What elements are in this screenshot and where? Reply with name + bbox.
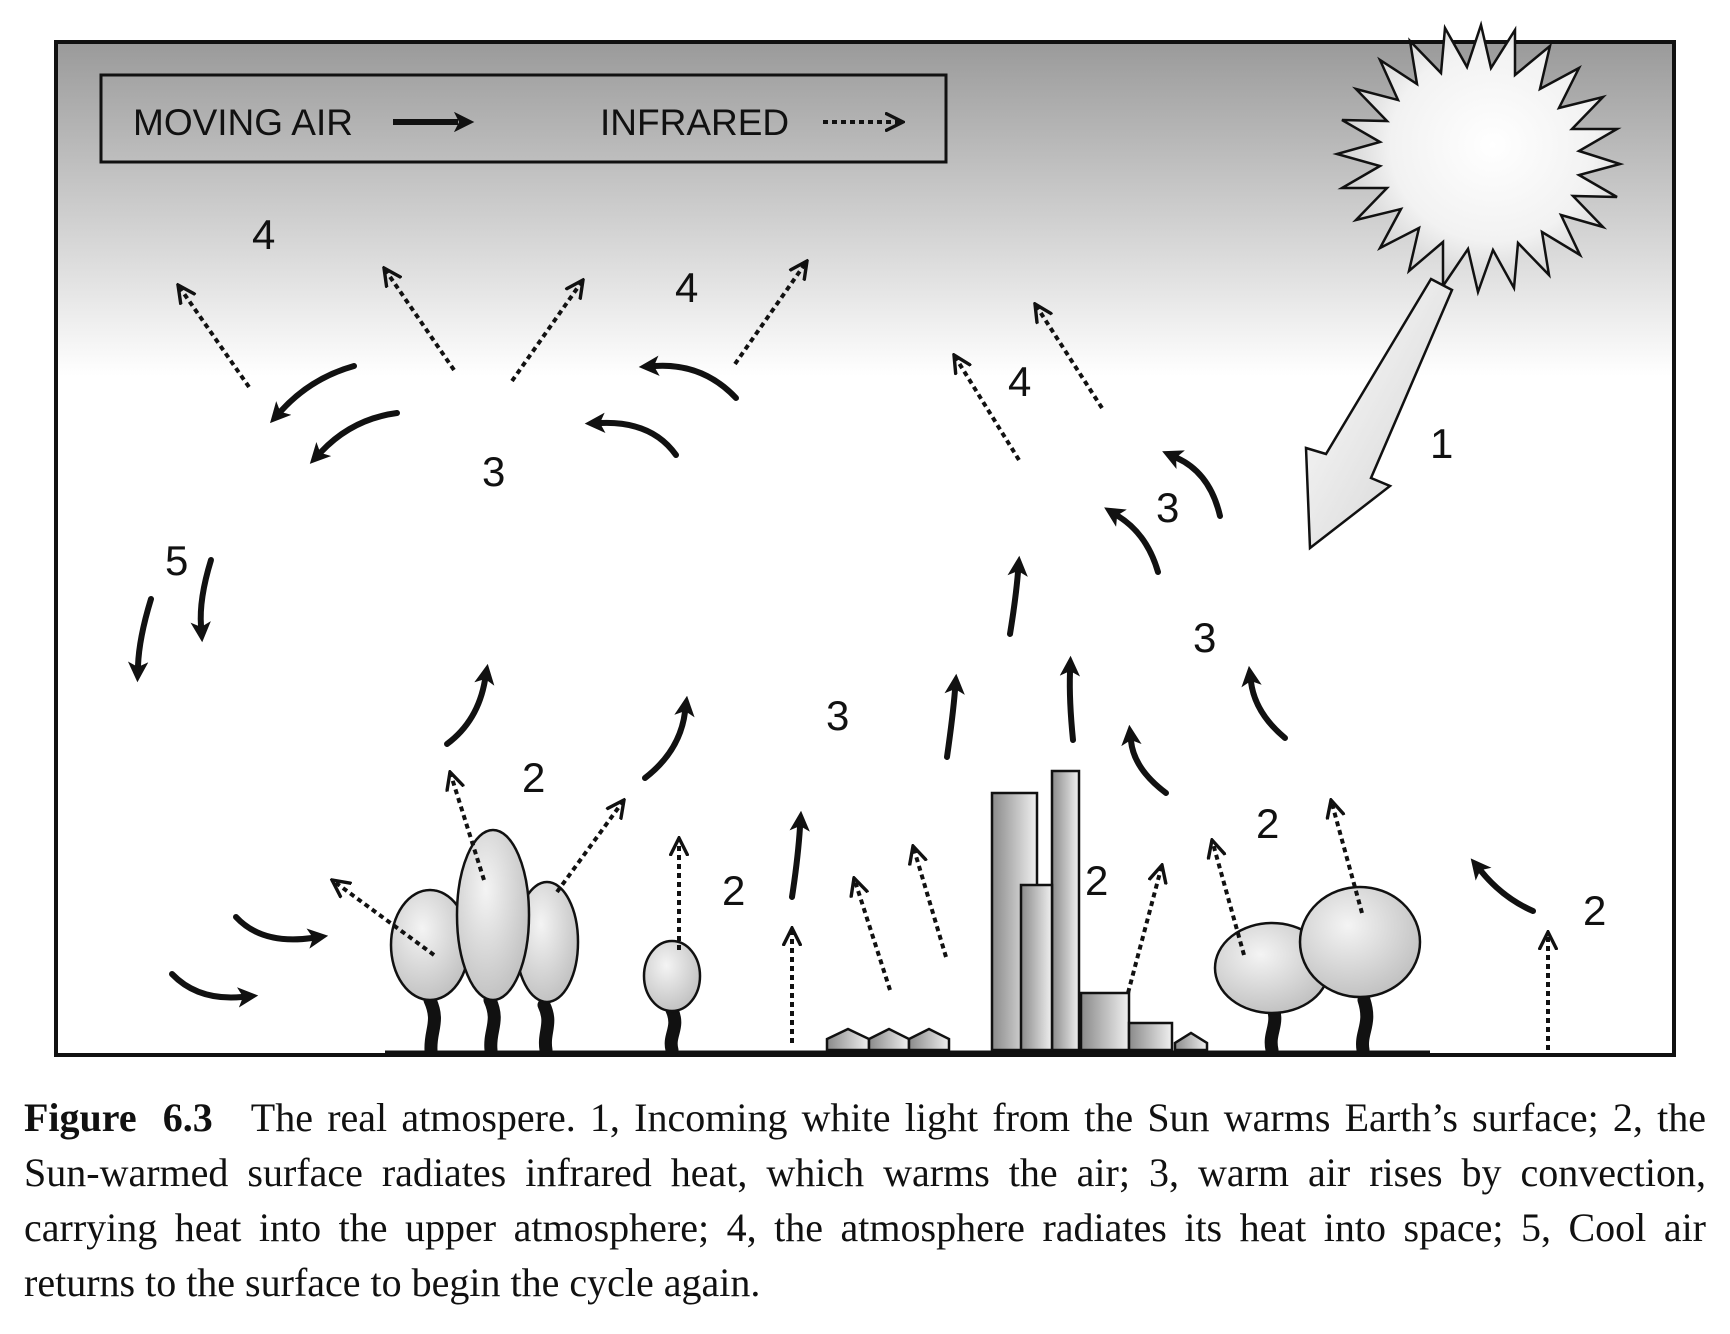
- label-4: 4: [1008, 358, 1032, 405]
- legend-infrared-label: INFRARED: [600, 102, 790, 143]
- label-3: 3: [1193, 614, 1217, 661]
- label-3: 3: [826, 692, 850, 739]
- label-2: 2: [722, 867, 746, 914]
- label-1: 1: [1430, 420, 1454, 467]
- label-2: 2: [1256, 800, 1280, 847]
- figure-caption: [24, 1090, 1706, 1310]
- building-icon: [1021, 885, 1052, 1050]
- legend-moving-air-label: MOVING AIR: [133, 102, 353, 143]
- moving-air-arrow: [1070, 672, 1073, 740]
- figure-label: Figure 6.3: [24, 1095, 213, 1140]
- label-2: 2: [1085, 857, 1109, 904]
- label-3: 3: [482, 448, 506, 495]
- building-icon: [1081, 993, 1129, 1050]
- label-4: 4: [675, 264, 699, 311]
- houses: [827, 1029, 949, 1050]
- caption-text: The real atmospere. 1, Incoming white light from the Sun warms Earth’s surface; 2, the Sun-warmed surface radiates infrared heat, which warms the air; 3, warm air rises by convection, carrying heat into the upper atmosphere; 4, the atmosphere radiates its heat into space; 5, Cool air returns to the surface to begin the cycle again.: [24, 1095, 1706, 1305]
- label-2: 2: [1583, 887, 1607, 934]
- building-icon: [1129, 1023, 1172, 1050]
- label-2: 2: [522, 754, 546, 801]
- label-3: 3: [1156, 484, 1180, 531]
- label-5: 5: [165, 537, 189, 584]
- building-icon: [1052, 771, 1079, 1050]
- label-4: 4: [252, 211, 276, 258]
